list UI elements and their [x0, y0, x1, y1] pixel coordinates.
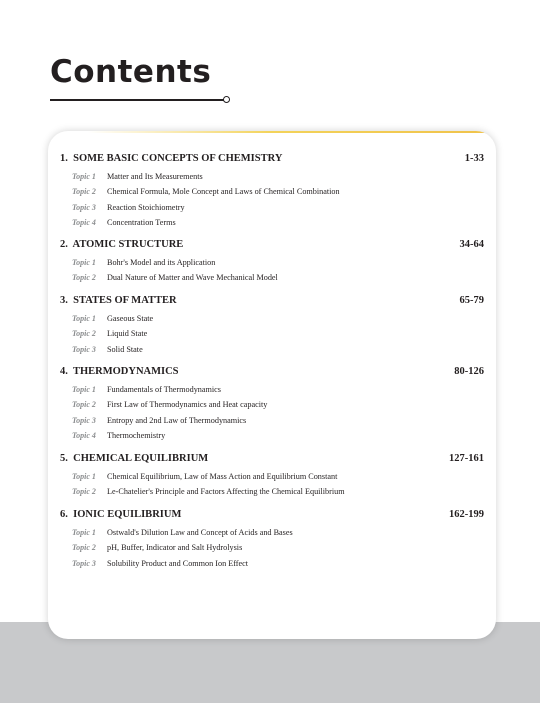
topic-item[interactable]	[60, 525, 484, 540]
topic-item[interactable]	[60, 311, 484, 326]
chapter-4[interactable]	[60, 366, 484, 443]
topic-name: Le-Chatelier's Principle and Factors Affecting the Chemical Equilibrium	[107, 487, 345, 497]
title-underline	[50, 99, 227, 101]
topic-name: Concentration Terms	[107, 218, 176, 228]
topic-label: Topic 1	[72, 314, 96, 324]
chapter-pages: 65-79	[459, 295, 484, 306]
topic-item[interactable]	[60, 397, 484, 412]
topic-item[interactable]	[60, 215, 484, 230]
card-accent-line	[88, 131, 496, 133]
chapter-1[interactable]	[60, 153, 484, 230]
topic-item[interactable]	[60, 382, 484, 397]
topic-label: Topic 2	[72, 487, 96, 497]
chapter-2[interactable]	[60, 239, 484, 286]
chapter-5[interactable]	[60, 453, 484, 500]
topic-item[interactable]	[60, 270, 484, 285]
chapter-heading[interactable]	[60, 366, 484, 382]
title-underline-dot	[223, 96, 230, 103]
chapter-pages: 127-161	[449, 453, 484, 464]
topic-label: Topic 2	[72, 543, 96, 553]
topic-item[interactable]	[60, 200, 484, 215]
topic-item[interactable]	[60, 540, 484, 555]
chapter-pages: 34-64	[459, 239, 484, 250]
topic-label: Topic 3	[72, 344, 96, 354]
topic-label: Topic 1	[72, 172, 96, 182]
chapter-heading[interactable]	[60, 453, 484, 469]
chapter-heading[interactable]	[60, 295, 484, 311]
topic-name: Solubility Product and Common Ion Effect	[107, 558, 249, 568]
topic-name: Reaction Stoichiometry	[107, 202, 185, 212]
chapter-title: 4. THERMODYNAMICS	[60, 366, 179, 377]
topic-item[interactable]	[60, 326, 484, 341]
topic-name: Matter and Its Measurements	[107, 172, 203, 182]
topic-label: Topic 3	[72, 415, 96, 425]
topic-item[interactable]	[60, 413, 484, 428]
topic-item[interactable]	[60, 428, 484, 443]
topic-name: Entropy and 2nd Law of Thermodynamics	[107, 415, 247, 425]
topic-item[interactable]	[60, 184, 484, 199]
topic-name: Bohr's Model and its Application	[107, 258, 216, 268]
topic-label: Topic 1	[72, 258, 96, 268]
topic-name: Chemical Formula, Mole Concept and Laws of Chemical Combination	[107, 187, 340, 197]
topic-name: pH, Buffer, Indicator and Salt Hydrolysis	[107, 543, 243, 553]
topic-item[interactable]	[60, 169, 484, 184]
page-title: Contents	[50, 54, 212, 90]
chapter-pages: 162-199	[449, 509, 484, 520]
topic-label: Topic 3	[72, 202, 96, 212]
topic-name: Chemical Equilibrium, Law of Mass Action and Equilibrium Constant	[107, 472, 338, 482]
topic-label: Topic 2	[72, 400, 96, 410]
topic-item[interactable]	[60, 469, 484, 484]
topic-label: Topic 4	[72, 218, 96, 228]
topic-label: Topic 2	[72, 273, 96, 283]
contents-card	[48, 131, 496, 639]
chapter-title: 6. IONIC EQUILIBRIUM	[60, 509, 182, 520]
topic-label: Topic 3	[72, 558, 96, 568]
topic-item[interactable]	[60, 484, 484, 499]
topic-label: Topic 1	[72, 528, 96, 538]
chapter-pages: 80-126	[454, 366, 484, 377]
topic-name: Liquid State	[107, 329, 148, 339]
chapter-title: 3. STATES OF MATTER	[60, 295, 177, 306]
topic-label: Topic 4	[72, 431, 96, 441]
topic-item[interactable]	[60, 342, 484, 357]
chapter-3[interactable]	[60, 295, 484, 357]
chapter-6[interactable]	[60, 509, 484, 571]
topic-name: Fundamentals of Thermodynamics	[107, 385, 221, 395]
topic-label: Topic 2	[72, 187, 96, 197]
chapter-heading[interactable]	[60, 239, 484, 255]
topic-item[interactable]	[60, 255, 484, 270]
topic-name: Ostwald's Dilution Law and Concept of Acids and Bases	[107, 528, 293, 538]
topic-label: Topic 2	[72, 329, 96, 339]
chapter-title: 2. ATOMIC STRUCTURE	[60, 239, 184, 250]
topic-name: Gaseous State	[107, 314, 154, 324]
chapter-title: 1. SOME BASIC CONCEPTS OF CHEMISTRY	[60, 153, 283, 164]
chapter-pages: 1-33	[464, 153, 484, 164]
topic-item[interactable]	[60, 556, 484, 571]
chapter-heading[interactable]	[60, 509, 484, 525]
topic-name: Solid State	[107, 344, 143, 354]
topic-label: Topic 1	[72, 385, 96, 395]
topic-name: Dual Nature of Matter and Wave Mechanical Model	[107, 273, 278, 283]
topic-name: First Law of Thermodynamics and Heat capacity	[107, 400, 268, 410]
chapter-heading[interactable]	[60, 153, 484, 169]
chapter-title: 5. CHEMICAL EQUILIBRIUM	[60, 453, 209, 464]
topic-label: Topic 1	[72, 472, 96, 482]
topic-name: Thermochemistry	[107, 431, 166, 441]
